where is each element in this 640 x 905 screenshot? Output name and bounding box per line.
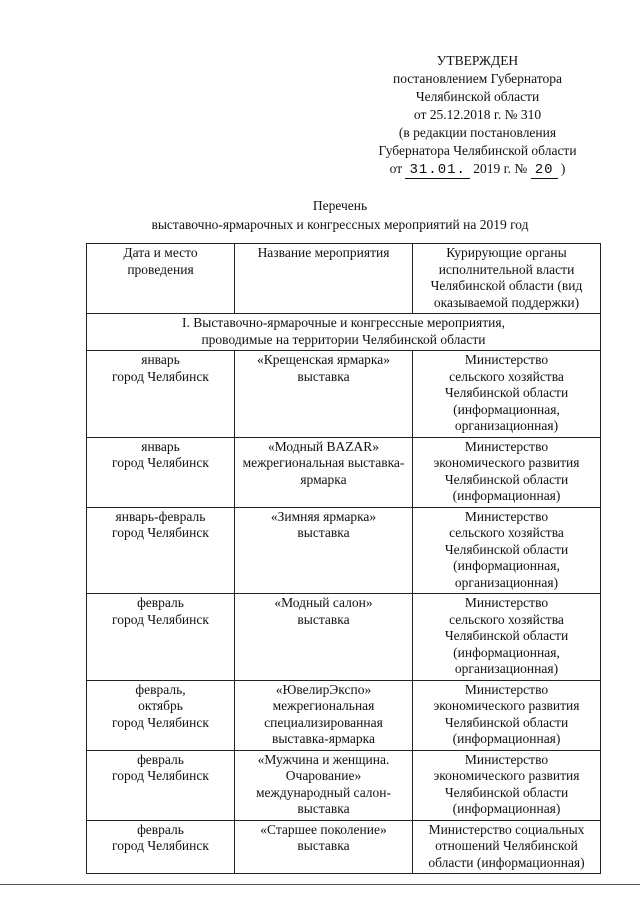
cell-name-line: международный салон- (255, 784, 392, 800)
cell-org (413, 594, 601, 681)
cell-org (413, 820, 601, 874)
cell-date (87, 594, 235, 681)
cell-org-line: Челябинской области (444, 784, 569, 800)
cell-org-line: Министерство (464, 595, 549, 610)
cell-org (413, 750, 601, 820)
table-row (87, 680, 601, 750)
table-row (87, 820, 601, 874)
approval-line: Губернатора Челябинской области (378, 143, 577, 158)
cell-name-line: ярмарка (300, 471, 347, 487)
cell-name (235, 351, 413, 438)
header-name: Название мероприятия (235, 244, 413, 314)
approval-heading: УТВЕРЖДЕН (436, 53, 519, 68)
section-title-line: I. Выставочно-ярмарочные и конгрессные мероприятия, (182, 315, 505, 330)
cell-name-line: выставка (297, 525, 350, 540)
cell-org-line: Министерство (464, 508, 549, 524)
date-prefix: от (389, 161, 403, 176)
approval-block (355, 52, 600, 179)
title-line: выставочно-ярмарочных и конгрессных мероприятий на 2019 год (151, 217, 529, 232)
approval-line: (в редакции постановления (398, 125, 557, 140)
closing-paren: ) (560, 161, 566, 176)
cell-name-line: «Мужчина и женщина. (257, 751, 390, 767)
table-header-row (87, 244, 601, 314)
cell-date-line: январь (141, 352, 180, 367)
cell-org-line: организационная) (454, 661, 559, 676)
table-row (87, 351, 601, 438)
table-row (87, 594, 601, 681)
cell-name (235, 437, 413, 507)
events-table (86, 243, 601, 874)
cell-name-line: «Зимняя ярмарка» (270, 508, 377, 524)
cell-name (235, 594, 413, 681)
handwritten-number: 20 (531, 162, 558, 179)
cell-org (413, 437, 601, 507)
cell-org-line: (информационная) (452, 801, 561, 816)
cell-date (87, 437, 235, 507)
cell-org-line: Челябинской области (444, 541, 569, 557)
cell-name (235, 507, 413, 594)
cell-org-line: экономического развития (433, 455, 580, 470)
cell-date-line: город Челябинск (112, 611, 209, 627)
table-row (87, 437, 601, 507)
cell-name (235, 750, 413, 820)
cell-date-line: город Челябинск (112, 455, 209, 470)
cell-org-line: (информационная, (453, 558, 560, 573)
cell-org-line: организационная) (454, 574, 559, 590)
cell-date-line: город Челябинск (112, 368, 209, 384)
cell-date-line: город Челябинск (112, 838, 209, 853)
cell-org-line: сельского хозяйства (449, 611, 564, 627)
approval-line: постановлением Губернатора (393, 71, 562, 86)
cell-date (87, 750, 235, 820)
cell-org-line: Челябинской области (444, 471, 569, 487)
cell-org-line: организационная) (454, 418, 559, 433)
cell-name-line: «ЮвелирЭкспо» (275, 681, 372, 697)
cell-name-line: выставка-ярмарка (271, 731, 375, 746)
section-row (87, 314, 601, 351)
cell-date-line: январь (141, 438, 180, 454)
cell-name-line: выставка (297, 368, 350, 384)
document-title (80, 196, 600, 234)
cell-org-line: отношений Челябинской (435, 838, 578, 853)
table-row (87, 507, 601, 594)
approval-date-line (355, 160, 600, 179)
cell-name-line: «Модный салон» (274, 595, 373, 610)
cell-date (87, 507, 235, 594)
cell-org-line: области (информационная) (428, 854, 585, 870)
cell-name (235, 820, 413, 874)
cell-name-line: специализированная (264, 714, 383, 730)
cell-name-line: выставка (297, 838, 350, 853)
cell-name-line: «Крещенская ярмарка» (256, 352, 391, 367)
header-date: Дата и место проведения (87, 244, 235, 314)
cell-org-line: Министерство (464, 751, 549, 767)
cell-name (235, 680, 413, 750)
cell-org-line: (информационная) (452, 488, 561, 503)
approval-line: Челябинской области (415, 89, 540, 104)
cell-name-line: межрегиональная выставка- (242, 455, 405, 470)
cell-name-line: выставка (297, 801, 350, 816)
cell-name-line: «Модный BAZAR» (267, 438, 380, 454)
cell-org-line: экономического развития (433, 768, 580, 783)
cell-org-line: Министерство социальных (428, 821, 585, 837)
cell-org-line: (информационная, (453, 401, 560, 417)
cell-org-line: Министерство (464, 352, 549, 367)
cell-date (87, 680, 235, 750)
cell-org (413, 507, 601, 594)
cell-date-line: январь-февраль (115, 508, 206, 524)
title-line: Перечень (312, 198, 368, 213)
cell-date-line: город Челябинск (112, 525, 209, 540)
cell-org-line: Челябинской области (444, 628, 569, 643)
cell-date-line: февраль (137, 751, 184, 767)
cell-name-line: Очарование» (285, 768, 362, 783)
section-title-line: проводимые на территории Челябинской области (201, 331, 486, 347)
cell-org-line: Министерство (464, 438, 549, 454)
cell-date-line: октябрь (138, 698, 183, 713)
cell-org (413, 351, 601, 438)
handwritten-date: 31.01. (405, 162, 469, 179)
cell-date (87, 351, 235, 438)
year-text: 2019 г. № (473, 161, 528, 176)
cell-name-line: выставка (297, 611, 350, 627)
cell-date-line: город Челябинск (112, 714, 209, 730)
cell-org-line: (информационная) (452, 731, 561, 746)
cell-org-line: экономического развития (433, 698, 580, 713)
cell-org (413, 680, 601, 750)
cell-date-line: февраль (137, 595, 184, 610)
cell-org-line: Министерство (464, 681, 549, 697)
cell-org-line: (информационная, (453, 644, 560, 660)
cell-name-line: межрегиональная (272, 698, 375, 713)
cell-date-line: город Челябинск (112, 768, 209, 783)
table-row (87, 750, 601, 820)
page-bottom-rule (0, 884, 640, 885)
header-org: Курирующие органы исполнительной власти Челябинской области (вид оказываемой поддержки) (413, 244, 601, 314)
approval-line: от 25.12.2018 г. № 310 (413, 107, 542, 122)
cell-org-line: Челябинской области (444, 385, 569, 400)
cell-name-line: «Старшее поколение» (260, 821, 387, 837)
cell-org-line: сельского хозяйства (449, 368, 564, 384)
cell-date-line: февраль, (135, 681, 186, 697)
cell-date-line: февраль (137, 821, 184, 837)
section-title (87, 314, 601, 351)
cell-org-line: сельского хозяйства (449, 525, 564, 540)
cell-date (87, 820, 235, 874)
events-table-body (87, 244, 601, 874)
cell-org-line: Челябинской области (444, 714, 569, 730)
